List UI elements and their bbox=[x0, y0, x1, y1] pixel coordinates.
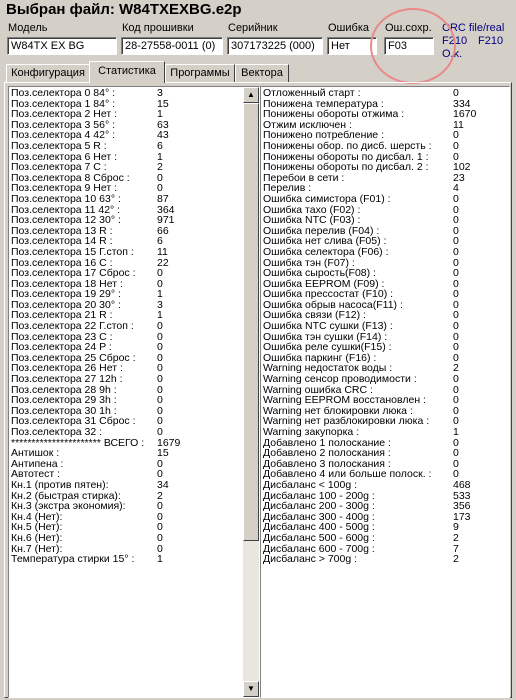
crc-real-value: F210 bbox=[478, 35, 504, 47]
stat-value: 102 bbox=[453, 161, 471, 174]
stat-label: Поз.селектора 20 30° : bbox=[11, 298, 121, 311]
stat-value: 0 bbox=[157, 362, 163, 375]
stat-value: 34 bbox=[157, 478, 169, 491]
stat-value: 63 bbox=[157, 118, 169, 131]
stat-value: 0 bbox=[157, 457, 163, 470]
stat-value: 0 bbox=[157, 373, 163, 386]
stat-label: Перебои в сети : bbox=[263, 171, 345, 184]
stat-value: 0 bbox=[157, 394, 163, 407]
stat-label: Ошибка перелив (F04) : bbox=[263, 224, 380, 237]
tab-statistics[interactable]: Статистика bbox=[89, 61, 165, 83]
crc-label: CRC file/real bbox=[442, 22, 505, 34]
stat-value: 1 bbox=[157, 309, 163, 322]
stat-label: Ошибка прессостат (F10) : bbox=[263, 288, 394, 301]
stat-value: 2 bbox=[453, 362, 459, 375]
stat-label: Дисбаланс > 700g : bbox=[263, 553, 358, 566]
stat-label: Warning закупорка : bbox=[263, 426, 360, 438]
stat-label: Понижены обор. по дисб. шерсть : bbox=[263, 139, 432, 152]
stat-label: Поз.селектора 7 C : bbox=[11, 161, 107, 174]
stat-value: 0 bbox=[157, 277, 163, 290]
stat-label: Понижены обороты по дисбал. 1 : bbox=[263, 150, 429, 163]
stat-label: Понижены обороты по дисбал. 2 : bbox=[263, 161, 429, 174]
stat-label: Поз.селектора 10 63° : bbox=[11, 192, 121, 205]
stat-label: Warning EEPROM восстановлен : bbox=[263, 394, 426, 407]
stat-label: Поз.селектора 31 Сброс : bbox=[11, 415, 136, 428]
stat-value: 0 bbox=[157, 383, 163, 396]
stat-label: Поз.селектора 12 30° : bbox=[11, 214, 121, 227]
stat-value: 9 bbox=[453, 521, 459, 534]
stat-value: 0 bbox=[157, 510, 163, 523]
stat-value: 0 bbox=[453, 245, 459, 258]
stat-label: Кн.7 (Нет): bbox=[11, 542, 63, 555]
stat-label: Антишок : bbox=[11, 447, 60, 460]
stat-label: Поз.селектора 25 Сброс : bbox=[11, 351, 136, 364]
stat-label: Поз.селектора 29 3h : bbox=[11, 394, 117, 407]
stat-value: 0 bbox=[453, 87, 459, 99]
stat-value: 23 bbox=[453, 171, 465, 184]
tab-vectors[interactable]: Вектора bbox=[235, 64, 289, 82]
stat-label: Поз.селектора 0 84° : bbox=[11, 87, 116, 99]
stat-label: Поз.селектора 3 56° : bbox=[11, 118, 116, 131]
stat-label: Поз.селектора 15 Г.стоп : bbox=[11, 245, 134, 258]
stat-value: 7 bbox=[453, 542, 459, 555]
stat-value: 0 bbox=[453, 288, 459, 301]
stat-value: 1 bbox=[453, 426, 459, 438]
stat-label: Поз.селектора 30 1h : bbox=[11, 404, 117, 417]
stat-label: Поз.селектора 13 R : bbox=[11, 224, 113, 237]
stat-label: Дисбаланс < 100g : bbox=[263, 478, 358, 491]
stat-value: 0 bbox=[453, 192, 459, 205]
stat-value: 2 bbox=[453, 531, 459, 544]
stat-value: 1 bbox=[157, 553, 163, 566]
tab-programs[interactable]: Программы bbox=[165, 64, 235, 82]
stat-value: 0 bbox=[453, 330, 459, 343]
stat-value: 0 bbox=[453, 415, 459, 428]
stat-label: Отжим исключен : bbox=[263, 118, 352, 131]
stat-value: 2 bbox=[453, 553, 459, 566]
model-field[interactable]: W84TX EX BG bbox=[7, 37, 117, 55]
stat-value: 0 bbox=[453, 341, 459, 354]
stat-label: Warning сенсор проводимости : bbox=[263, 373, 417, 386]
stat-value: 87 bbox=[157, 192, 169, 205]
stat-value: 364 bbox=[157, 203, 175, 216]
stat-value: 0 bbox=[157, 542, 163, 555]
stat-label: Ошибка реле сушки(F15) : bbox=[263, 341, 392, 354]
stat-value: 2 bbox=[157, 161, 163, 174]
error-label: Ошибка bbox=[328, 22, 369, 34]
stat-label: Поз.селектора 26 Нет : bbox=[11, 362, 123, 375]
stat-value: 43 bbox=[157, 129, 169, 142]
stat-label: Поз.селектора 18 Нет : bbox=[11, 277, 123, 290]
stat-label: Кн.2 (быстрая стирка): bbox=[11, 489, 121, 502]
stat-value: 1670 bbox=[453, 108, 477, 121]
firmware-field[interactable]: 28-27558-0011 (0) bbox=[121, 37, 223, 55]
stat-label: Поз.селектора 5 R : bbox=[11, 139, 107, 152]
stat-label: Ошибка связи (F12) : bbox=[263, 309, 366, 322]
stat-value: 0 bbox=[453, 436, 459, 449]
stat-label: Ошибка NTC сушки (F13) : bbox=[263, 320, 393, 333]
stat-value: 0 bbox=[453, 203, 459, 216]
stat-value: 0 bbox=[453, 457, 459, 470]
annotation-circle bbox=[370, 8, 456, 84]
stat-label: Дисбаланс 100 - 200g : bbox=[263, 489, 375, 502]
stat-value: 0 bbox=[157, 320, 163, 333]
stat-label: Warning ошибка CRC : bbox=[263, 383, 373, 396]
stat-label: Ошибка тэн (F07) : bbox=[263, 256, 355, 269]
stat-value: 334 bbox=[453, 97, 471, 110]
stat-label: Поз.селектора 4 42° : bbox=[11, 129, 116, 142]
stat-label: Поз.селектора 1 84° : bbox=[11, 97, 116, 110]
stat-value: 0 bbox=[157, 521, 163, 534]
window-title: Выбран файл: W84TXEXBG.e2p bbox=[6, 1, 242, 18]
stat-label: Кн.3 (экстра экономия): bbox=[11, 500, 126, 513]
stat-label: Добавлено 3 полоскания : bbox=[263, 457, 391, 470]
serial-field[interactable]: 307173225 (000) bbox=[227, 37, 323, 55]
stat-value: 0 bbox=[157, 415, 163, 428]
statistics-left-list[interactable] bbox=[8, 86, 260, 698]
error-field[interactable]: Нет bbox=[327, 37, 377, 55]
stat-label: Понижена температура : bbox=[263, 97, 384, 110]
stat-label: Ошибка паркинг (F16) : bbox=[263, 351, 377, 364]
stat-label: Поз.селектора 21 R : bbox=[11, 309, 113, 322]
stat-label: Поз.селектора 17 Сброс : bbox=[11, 267, 136, 280]
stat-value: 15 bbox=[157, 447, 169, 460]
stat-value: 3 bbox=[157, 298, 163, 311]
stat-value: 1679 bbox=[157, 436, 181, 449]
stat-label: Дисбаланс 400 - 500g : bbox=[263, 521, 375, 534]
stat-label: Поз.селектора 9 Нет : bbox=[11, 182, 118, 195]
stat-value: 0 bbox=[453, 320, 459, 333]
stat-label: Ошибка селектора (F06) : bbox=[263, 245, 389, 258]
stat-label: Поз.селектора 19 29° : bbox=[11, 288, 121, 301]
stat-value: 0 bbox=[157, 468, 163, 481]
stat-value: 0 bbox=[453, 447, 459, 460]
stat-label: Кн.1 (против пятен): bbox=[11, 478, 109, 491]
stat-label: Поз.селектора 16 C : bbox=[11, 256, 113, 269]
stat-value: 0 bbox=[453, 351, 459, 364]
stat-value: 1 bbox=[157, 150, 163, 163]
stat-value: 3 bbox=[157, 87, 163, 99]
stat-value: 22 bbox=[157, 256, 169, 269]
stat-value: 971 bbox=[157, 214, 175, 227]
scroll-up-button[interactable]: ▲ bbox=[243, 87, 259, 103]
tab-configuration[interactable]: Конфигурация bbox=[6, 64, 90, 82]
stat-value: 0 bbox=[453, 214, 459, 227]
stat-value: 0 bbox=[453, 235, 459, 248]
stat-value: 0 bbox=[453, 139, 459, 152]
stat-value: 0 bbox=[453, 129, 459, 142]
stat-value: 0 bbox=[157, 341, 163, 354]
stat-value: 0 bbox=[453, 309, 459, 322]
statistics-right-list[interactable] bbox=[260, 86, 510, 698]
stat-value: 11 bbox=[453, 118, 464, 131]
stat-value: 0 bbox=[157, 171, 163, 184]
stat-label: Поз.селектора 32 : bbox=[11, 426, 103, 438]
stat-label: Ошибка тэн сушки (F14) : bbox=[263, 330, 388, 343]
stat-label: Поз.селектора 2 Нет : bbox=[11, 108, 118, 121]
stat-label: Ошибка сырость(F08) : bbox=[263, 267, 376, 280]
stat-value: 173 bbox=[453, 510, 471, 523]
stat-label: Поз.селектора 6 Нет : bbox=[11, 150, 118, 163]
stat-value: 0 bbox=[453, 298, 459, 311]
saved-error-field[interactable]: F03 bbox=[384, 37, 434, 55]
model-label: Модель bbox=[8, 22, 48, 34]
stat-value: 0 bbox=[453, 373, 459, 386]
stat-value: 0 bbox=[157, 351, 163, 364]
stat-label: Ошибка обрыв насоса(F11) : bbox=[263, 298, 403, 311]
stat-label: ********************** ВСЕГО : bbox=[11, 436, 145, 449]
stat-label: Warning нет блокировки люка : bbox=[263, 404, 413, 417]
stat-value: 0 bbox=[157, 426, 163, 438]
stat-label: Добавлено 1 полоскание : bbox=[263, 436, 391, 449]
stat-label: Кн.6 (Нет): bbox=[11, 531, 63, 544]
stat-value: 0 bbox=[157, 500, 163, 513]
stat-label: Поз.селектора 8 Сброс : bbox=[11, 171, 130, 184]
stat-value: 4 bbox=[453, 182, 459, 195]
stat-label: Кн.4 (Нет): bbox=[11, 510, 63, 523]
stat-label: Автотест : bbox=[11, 468, 61, 481]
stat-value: 0 bbox=[157, 531, 163, 544]
stat-value: 468 bbox=[453, 478, 471, 491]
left-scrollbar[interactable] bbox=[243, 87, 259, 697]
stat-value: 15 bbox=[157, 97, 169, 110]
stat-value: 6 bbox=[157, 235, 163, 248]
stat-value: 0 bbox=[453, 277, 459, 290]
saved-error-label: Ош.сохр. bbox=[385, 22, 432, 34]
stat-label: Ошибка NTC (F03) : bbox=[263, 214, 361, 227]
stat-label: Ошибка нет слива (F05) : bbox=[263, 235, 387, 248]
stat-value: 6 bbox=[157, 139, 163, 152]
stat-label: Warning недостаток воды : bbox=[263, 362, 393, 375]
stat-value: 0 bbox=[453, 468, 459, 481]
stat-label: Дисбаланс 300 - 400g : bbox=[263, 510, 375, 523]
stat-label: Warning нет разблокировки люка : bbox=[263, 415, 430, 428]
stat-label: Кн.5 (Нет): bbox=[11, 521, 63, 534]
stat-label: Понижено потребление : bbox=[263, 129, 384, 142]
stat-label: Поз.селектора 27 12h : bbox=[11, 373, 123, 386]
stat-value: 356 bbox=[453, 500, 471, 513]
stat-value: 533 bbox=[453, 489, 471, 502]
stat-value: 0 bbox=[453, 224, 459, 237]
stat-label: Поз.селектора 11 42° : bbox=[11, 203, 121, 216]
stat-value: 1 bbox=[157, 108, 163, 121]
stat-label: Поз.селектора 24 P : bbox=[11, 341, 112, 354]
stat-label: Ошибка EEPROM (F09) : bbox=[263, 277, 385, 290]
stat-value: 0 bbox=[157, 182, 163, 195]
stat-label: Поз.селектора 23 C : bbox=[11, 330, 113, 343]
stat-value: 0 bbox=[453, 394, 459, 407]
stat-label: Антипена : bbox=[11, 457, 64, 470]
stat-value: 0 bbox=[453, 404, 459, 417]
stat-value: 0 bbox=[453, 256, 459, 269]
stat-label: Поз.селектора 22 Г.стоп : bbox=[11, 320, 134, 333]
crc-file-value: F210 bbox=[442, 35, 468, 47]
stat-label: Перелив : bbox=[263, 182, 312, 195]
stat-label: Дисбаланс 600 - 700g : bbox=[263, 542, 375, 555]
stat-value: 0 bbox=[157, 330, 163, 343]
stat-value: 0 bbox=[453, 383, 459, 396]
stat-label: Добавлено 4 или больше полоск. : bbox=[263, 468, 432, 481]
stat-value: 0 bbox=[157, 267, 163, 280]
stat-value: 0 bbox=[453, 267, 459, 280]
stat-label: Понижены обороты отжима : bbox=[263, 108, 405, 121]
scroll-down-button[interactable]: ▼ bbox=[243, 681, 259, 697]
stat-label: Ошибка тахо (F02) : bbox=[263, 203, 361, 216]
stat-label: Дисбаланс 500 - 600g : bbox=[263, 531, 375, 544]
serial-label: Серийник bbox=[228, 22, 278, 34]
stat-value: 0 bbox=[453, 150, 459, 163]
firmware-label: Код прошивки bbox=[122, 22, 194, 34]
stat-label: Температура стирки 15° : bbox=[11, 553, 135, 566]
stat-label: Ошибка симистора (F01) : bbox=[263, 192, 391, 205]
stat-value: 0 bbox=[157, 404, 163, 417]
scroll-thumb[interactable] bbox=[243, 103, 259, 541]
stat-value: 66 bbox=[157, 224, 169, 237]
stat-label: Дисбаланс 200 - 300g : bbox=[263, 500, 375, 513]
stat-label: Отложенный старт : bbox=[263, 87, 361, 99]
stat-label: Поз.селектора 14 R : bbox=[11, 235, 113, 248]
crc-status: O.k. bbox=[442, 48, 463, 60]
stat-value: 11 bbox=[157, 245, 168, 258]
stat-value: 2 bbox=[157, 489, 163, 502]
stat-label: Поз.селектора 28 9h : bbox=[11, 383, 117, 396]
stat-label: Добавлено 2 полоскания : bbox=[263, 447, 391, 460]
stat-value: 1 bbox=[157, 288, 163, 301]
